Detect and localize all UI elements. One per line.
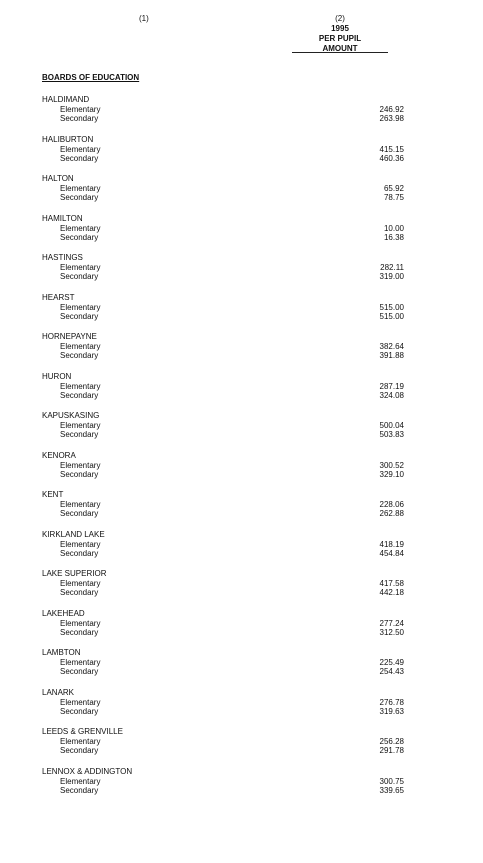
row-amount: 276.78 <box>379 698 404 707</box>
board-row <box>60 193 430 203</box>
board-name: LEEDS & GRENVILLE <box>42 727 123 736</box>
row-amount: 503.83 <box>379 430 404 439</box>
row-label: Secondary <box>60 786 99 795</box>
row-label: Elementary <box>60 342 101 351</box>
row-amount: 254.43 <box>379 667 404 676</box>
board-name: HALTON <box>42 174 74 183</box>
board-entry <box>42 727 472 757</box>
board-entry <box>42 530 472 560</box>
board-entry <box>42 174 472 204</box>
board-row <box>60 233 430 243</box>
row-amount: 10.00 <box>383 224 404 233</box>
board-entry <box>42 372 472 402</box>
row-label: Elementary <box>60 737 101 746</box>
board-entry <box>42 569 472 599</box>
header-underline <box>292 52 388 53</box>
board-name: LAMBTON <box>42 648 81 657</box>
board-name: KIRKLAND LAKE <box>42 530 105 539</box>
row-amount: 329.10 <box>379 470 404 479</box>
column-header-1: (1) <box>139 14 149 23</box>
row-amount: 515.00 <box>379 303 404 312</box>
row-label: Secondary <box>60 707 99 716</box>
row-label: Elementary <box>60 421 101 430</box>
row-label: Secondary <box>60 154 99 163</box>
row-label: Elementary <box>60 461 101 470</box>
board-row <box>60 667 430 677</box>
board-entry <box>42 688 472 718</box>
row-label: Elementary <box>60 184 101 193</box>
board-name: HORNEPAYNE <box>42 332 97 341</box>
board-name: LENNOX & ADDINGTON <box>42 767 133 776</box>
board-row <box>60 509 430 519</box>
row-label: Elementary <box>60 777 101 786</box>
row-label: Secondary <box>60 391 99 400</box>
board-entry <box>42 648 472 678</box>
board-name: HALDIMAND <box>42 95 90 104</box>
row-label: Elementary <box>60 540 101 549</box>
board-entry <box>42 253 472 283</box>
row-amount: 312.50 <box>379 628 404 637</box>
row-label: Secondary <box>60 628 99 637</box>
row-amount: 300.52 <box>379 461 404 470</box>
board-row <box>60 746 430 756</box>
row-amount: 500.04 <box>379 421 404 430</box>
row-label: Elementary <box>60 224 101 233</box>
board-name: HALIBURTON <box>42 135 94 144</box>
column-header-2-year: 1995 <box>331 24 349 33</box>
board-entry <box>42 214 472 244</box>
board-row <box>60 154 430 164</box>
row-amount: 262.88 <box>379 509 404 518</box>
row-label: Secondary <box>60 114 99 123</box>
board-row <box>60 114 430 124</box>
row-label: Elementary <box>60 382 101 391</box>
board-entry <box>42 490 472 520</box>
board-entry <box>42 95 472 125</box>
row-amount: 228.06 <box>379 500 404 509</box>
row-label: Elementary <box>60 500 101 509</box>
board-row <box>60 588 430 598</box>
row-amount: 246.92 <box>379 105 404 114</box>
board-name: KENT <box>42 490 64 499</box>
row-label: Secondary <box>60 588 99 597</box>
board-row <box>60 707 430 717</box>
row-amount: 291.78 <box>379 746 404 755</box>
row-amount: 391.88 <box>379 351 404 360</box>
board-name: LAKEHEAD <box>42 609 85 618</box>
row-label: Elementary <box>60 105 101 114</box>
row-amount: 324.08 <box>379 391 404 400</box>
row-amount: 78.75 <box>383 193 404 202</box>
board-name: HAMILTON <box>42 214 83 223</box>
board-name: LAKE SUPERIOR <box>42 569 107 578</box>
row-label: Elementary <box>60 263 101 272</box>
board-entry <box>42 293 472 323</box>
board-entry <box>42 767 472 797</box>
row-label: Secondary <box>60 509 99 518</box>
row-label: Secondary <box>60 470 99 479</box>
board-row <box>60 470 430 480</box>
board-name: LANARK <box>42 688 75 697</box>
row-amount: 256.28 <box>379 737 404 746</box>
row-label: Secondary <box>60 351 99 360</box>
board-entry <box>42 332 472 362</box>
row-label: Elementary <box>60 579 101 588</box>
board-name: HEARST <box>42 293 75 302</box>
row-label: Secondary <box>60 430 99 439</box>
row-amount: 319.63 <box>379 707 404 716</box>
row-amount: 454.84 <box>379 549 404 558</box>
row-label: Elementary <box>60 698 101 707</box>
board-name: KAPUSKASING <box>42 411 100 420</box>
row-label: Elementary <box>60 619 101 628</box>
section-title: BOARDS OF EDUCATION <box>42 73 140 82</box>
row-amount: 417.58 <box>379 579 404 588</box>
row-amount: 300.75 <box>379 777 404 786</box>
board-row <box>60 628 430 638</box>
board-name: HASTINGS <box>42 253 83 262</box>
row-amount: 282.11 <box>380 263 404 272</box>
row-amount: 382.64 <box>379 342 404 351</box>
row-amount: 287.19 <box>379 382 404 391</box>
board-entry <box>42 451 472 481</box>
row-amount: 225.49 <box>379 658 404 667</box>
column-header-2-line2: AMOUNT <box>322 44 358 53</box>
board-row <box>60 351 430 361</box>
row-label: Secondary <box>60 667 99 676</box>
board-entry <box>42 411 472 441</box>
column-header-2-line1: PER PUPIL <box>318 34 362 43</box>
row-amount: 16.38 <box>383 233 404 242</box>
row-label: Secondary <box>60 549 99 558</box>
board-row <box>60 549 430 559</box>
row-amount: 418.19 <box>379 540 404 549</box>
board-row <box>60 430 430 440</box>
board-name: KENORA <box>42 451 76 460</box>
row-amount: 263.98 <box>379 114 404 123</box>
board-row <box>60 312 430 322</box>
row-label: Elementary <box>60 145 101 154</box>
row-amount: 319.00 <box>379 272 404 281</box>
row-label: Elementary <box>60 658 101 667</box>
row-amount: 339.65 <box>379 786 404 795</box>
column-header-2-number: (2) <box>335 14 345 23</box>
row-label: Elementary <box>60 303 101 312</box>
row-label: Secondary <box>60 272 99 281</box>
board-row <box>60 272 430 282</box>
board-entry <box>42 135 472 165</box>
board-row <box>60 391 430 401</box>
row-amount: 460.36 <box>379 154 404 163</box>
row-amount: 442.18 <box>379 588 404 597</box>
row-amount: 515.00 <box>379 312 404 321</box>
row-label: Secondary <box>60 193 99 202</box>
row-amount: 65.92 <box>383 184 404 193</box>
row-amount: 277.24 <box>379 619 404 628</box>
board-name: HURON <box>42 372 72 381</box>
row-label: Secondary <box>60 233 99 242</box>
board-row <box>60 786 430 796</box>
row-label: Secondary <box>60 312 99 321</box>
row-label: Secondary <box>60 746 99 755</box>
row-amount: 415.15 <box>379 145 404 154</box>
board-entry <box>42 609 472 639</box>
